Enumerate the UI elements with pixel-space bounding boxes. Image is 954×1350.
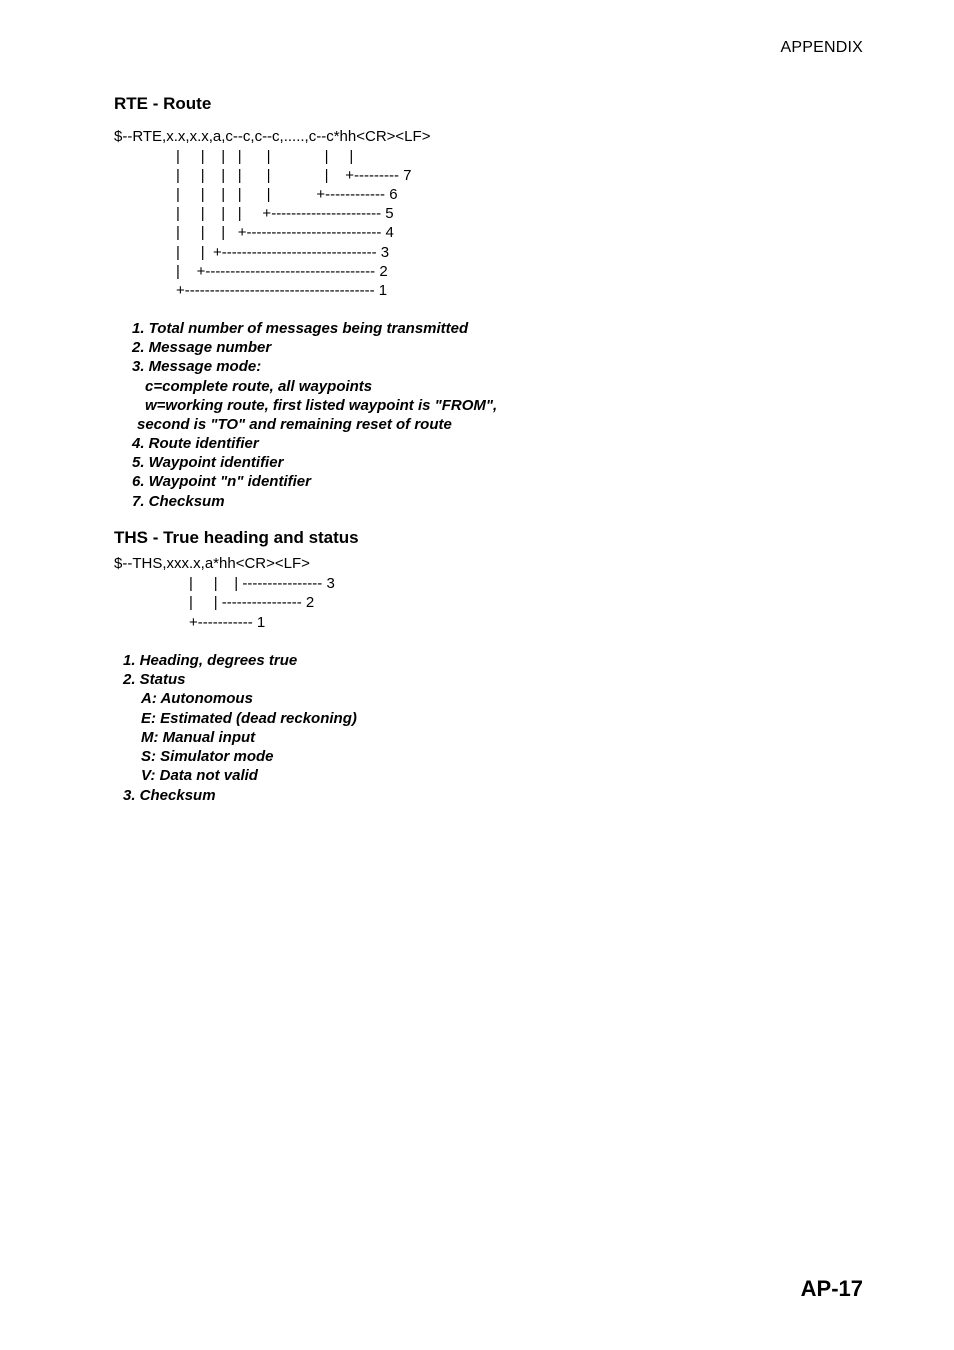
rte-diagram-line: | | | | | +------------ 6 [176, 186, 398, 203]
ths-note: E: Estimated (dead reckoning) [141, 710, 357, 727]
rte-diagram-line: | | | | | | +--------- 7 [176, 167, 412, 184]
ths-note: 1. Heading, degrees true [123, 652, 298, 669]
ths-note: A: Autonomous [141, 690, 253, 707]
running-header: APPENDIX [780, 39, 863, 56]
rte-diagram-line: | | +------------------------------- 3 [176, 244, 390, 261]
rte-diagram-line: +-------------------------------------- 1 [176, 282, 388, 299]
ths-section-title: THS - True heading and status [114, 528, 359, 547]
rte-note: 1. Total number of messages being transmitted [132, 320, 469, 337]
rte-note: w=working route, first listed waypoint is "FROM", [145, 397, 498, 414]
rte-diagram-line: | | | +--------------------------- 4 [176, 224, 394, 241]
rte-sentence-format: $--RTE,x.x,x.x,a,c--c,c--c,.....,c--c*hh<CR><LF> [114, 128, 431, 145]
ths-note: S: Simulator mode [141, 748, 274, 765]
rte-section-title: RTE - Route [114, 94, 212, 113]
rte-note: 2. Message number [132, 339, 272, 356]
ths-note: 3. Checksum [123, 787, 216, 804]
ths-note: V: Data not valid [141, 767, 258, 784]
rte-note: second is "TO" and remaining reset of route [137, 416, 452, 433]
ths-sentence-format: $--THS,xxx.x,a*hh<CR><LF> [114, 555, 310, 572]
rte-diagram-line: | | | | | | | [176, 148, 354, 165]
ths-diagram-line: +----------- 1 [189, 614, 266, 631]
rte-note: 4. Route identifier [132, 435, 259, 452]
rte-note: 7. Checksum [132, 493, 225, 510]
ths-note: M: Manual input [141, 729, 256, 746]
rte-note: c=complete route, all waypoints [145, 378, 373, 395]
ths-diagram-line: | | | ---------------- 3 [189, 575, 335, 592]
rte-note: 5. Waypoint identifier [132, 454, 284, 471]
rte-diagram-line: | | | | +---------------------- 5 [176, 205, 394, 222]
ths-note: 2. Status [123, 671, 186, 688]
ths-diagram-line: | | ---------------- 2 [189, 594, 315, 611]
rte-diagram-line: | +---------------------------------- 2 [176, 263, 388, 280]
rte-note: 3. Message mode: [132, 358, 262, 375]
rte-note: 6. Waypoint "n" identifier [132, 473, 311, 490]
page-number: AP-17 [800, 1276, 863, 1301]
